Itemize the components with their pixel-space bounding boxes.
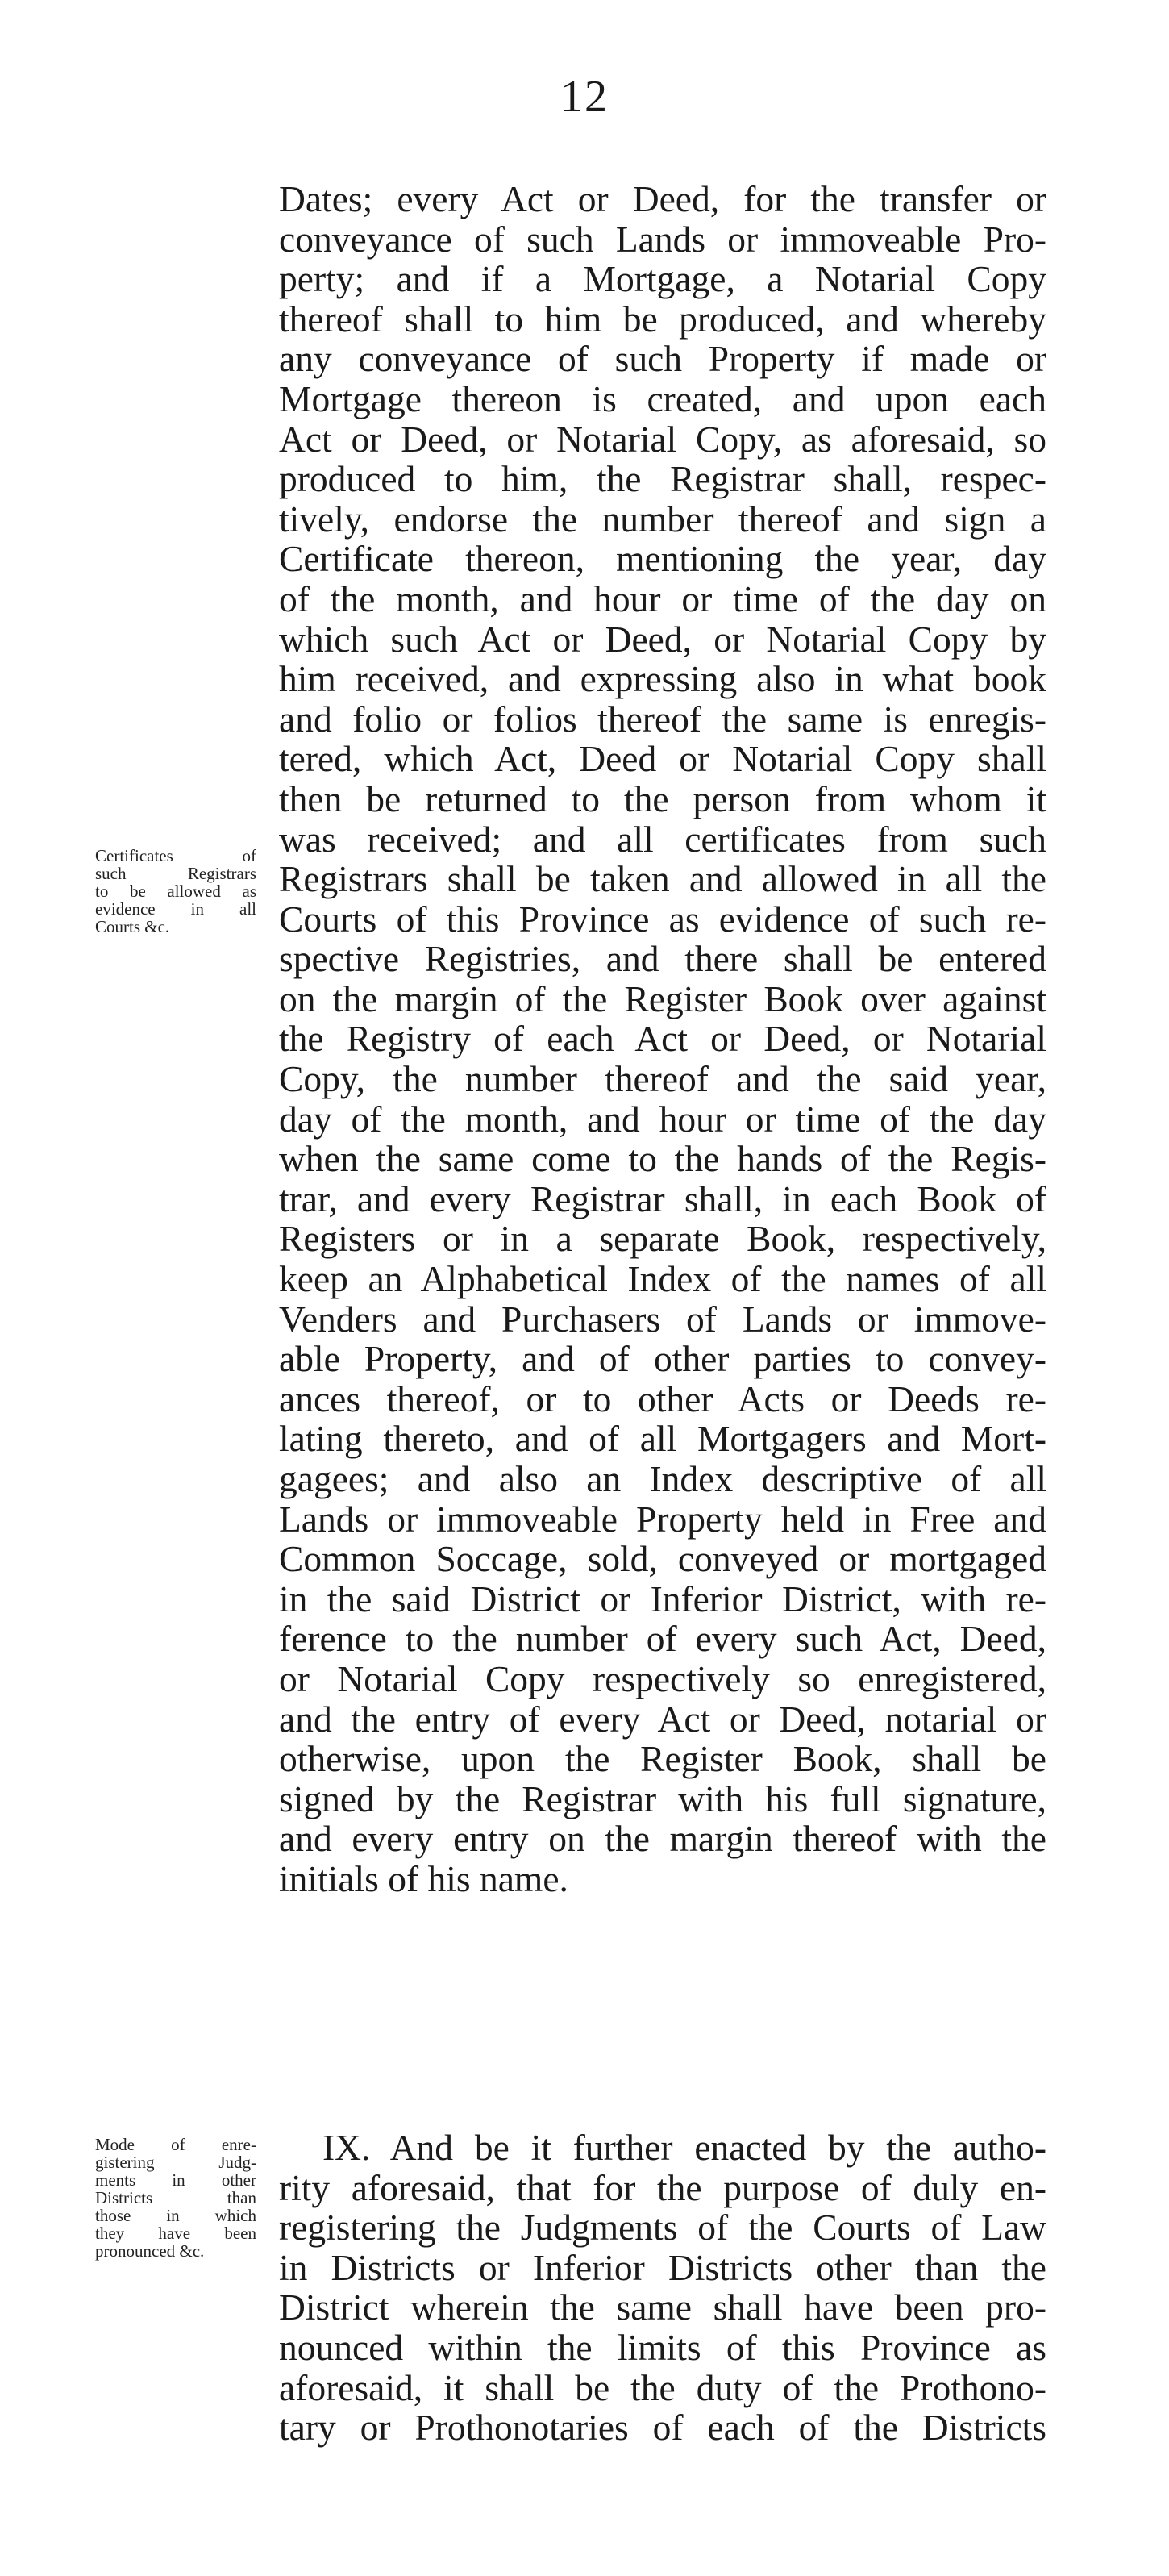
- body-paragraph-1: [279, 179, 1046, 1899]
- body-text-line: able Property, and of other parties to convey-: [279, 1338, 1046, 1380]
- body-text-line: Mortgage thereon is created, and upon each: [279, 377, 1046, 419]
- marginal-note-line: Courts &c.: [95, 917, 170, 936]
- marginal-note-line: evidence in all: [95, 899, 256, 919]
- body-text-line: thereof shall to him be produced, and whereby: [279, 298, 1046, 340]
- body-text-line: spective Registries, and there shall be entered: [279, 938, 1046, 980]
- marginal-note-line: Certificates of: [95, 846, 256, 865]
- body-text-line: registering the Judgments of the Courts of Law: [279, 2207, 1046, 2249]
- body-text-line: IX. And be it further enacted by the autho-: [322, 2127, 1046, 2168]
- body-text-line: aforesaid, it shall be the duty of the Prothono-: [279, 2366, 1046, 2408]
- marginal-note-line: those in which: [95, 2206, 256, 2225]
- body-text-line: was received; and all certificates from such: [279, 818, 1046, 860]
- marginal-note-line: ments in other: [95, 2170, 256, 2190]
- body-text-line: any conveyance of such Property if made or: [279, 338, 1046, 380]
- body-text-line: ances thereof, or to other Acts or Deeds re-: [279, 1378, 1046, 1419]
- body-text-line: and the entry of every Act or Deed, notarial or: [279, 1698, 1046, 1740]
- body-text-line: keep an Alphabetical Index of the names of all: [279, 1258, 1046, 1300]
- marginal-note-line: to be allowed as: [95, 882, 256, 901]
- body-text-line: and every entry on the margin thereof with the: [279, 1818, 1046, 1860]
- body-text-line: tary or Prothonotaries of each of the Districts: [279, 2407, 1046, 2449]
- marginal-note-line: pronounced &c.: [95, 2241, 205, 2261]
- body-text-line: then be returned to the person from whom it: [279, 777, 1046, 819]
- marginal-note-certificates: [95, 847, 256, 936]
- body-text-line: Dates; every Act or Deed, for the transfer or: [279, 178, 1046, 219]
- body-text-line: District wherein the same shall have been pro-: [279, 2286, 1046, 2328]
- body-text-line: produced to him, the Registrar shall, respec-: [279, 458, 1046, 500]
- body-text-line: gagees; and also an Index descriptive of all: [279, 1458, 1046, 1499]
- body-text-line: Courts of this Province as evidence of such re-: [279, 898, 1046, 940]
- body-text-line: the Registry of each Act or Deed, or Notarial: [279, 1018, 1046, 1060]
- marginal-note-line: gistering Judg-: [95, 2153, 256, 2172]
- body-text-line: initials of his name.: [279, 1857, 568, 1899]
- body-text-line: Act or Deed, or Notarial Copy, as aforesaid, so: [279, 418, 1046, 460]
- body-text-line: signed by the Registrar with his full signature,: [279, 1778, 1046, 1819]
- marginal-note-line: such Registrars: [95, 864, 256, 883]
- body-text-line: which such Act or Deed, or Notarial Copy by: [279, 618, 1046, 660]
- body-text-line: or Notarial Copy respectively so enregistered,: [279, 1657, 1046, 1699]
- body-text-line: Registrars shall be taken and allowed in all the: [279, 858, 1046, 900]
- body-text-line: Registers or in a separate Book, respectively,: [279, 1218, 1046, 1260]
- marginal-note-enregistering-judgments: [95, 2136, 256, 2260]
- body-paragraph-2: [279, 2128, 1046, 2448]
- body-text-line: Common Soccage, sold, conveyed or mortgaged: [279, 1538, 1046, 1580]
- body-text-line: Lands or immoveable Property held in Free and: [279, 1498, 1046, 1540]
- body-text-line: when the same come to the hands of the Regis-: [279, 1138, 1046, 1180]
- body-text-line: tively, endorse the number thereof and sign a: [279, 498, 1046, 540]
- body-text-line: Certificate thereon, mentioning the year, day: [279, 538, 1046, 580]
- body-text-line: of the month, and hour or time of the day on: [279, 577, 1046, 619]
- body-text-line: lating thereto, and of all Mortgagers and Mort-: [279, 1418, 1046, 1460]
- marginal-note-line: Districts than: [95, 2188, 256, 2207]
- body-text-line: conveyance of such Lands or immoveable Pro-: [279, 218, 1046, 260]
- body-text-line: ference to the number of every such Act, Deed,: [279, 1618, 1046, 1660]
- body-text-line: rity aforesaid, that for the purpose of duly en-: [279, 2166, 1046, 2208]
- body-text-line: in the said District or Inferior District, with re-: [279, 1578, 1046, 1619]
- body-text-line: him received, and expressing also in what book: [279, 658, 1046, 700]
- body-text-line: in Districts or Inferior Districts other than the: [279, 2246, 1046, 2288]
- body-text-line: nounced within the limits of this Province as: [279, 2326, 1046, 2368]
- body-text-line: trar, and every Registrar shall, in each Book of: [279, 1178, 1046, 1219]
- page-number: 12: [560, 72, 609, 122]
- body-text-line: tered, which Act, Deed or Notarial Copy shall: [279, 738, 1046, 780]
- marginal-note-line: they have been: [95, 2224, 256, 2243]
- marginal-note-line: Mode of enre-: [95, 2135, 256, 2154]
- body-text-line: on the margin of the Register Book over against: [279, 977, 1046, 1019]
- body-text-line: otherwise, upon the Register Book, shall be: [279, 1738, 1046, 1780]
- body-text-line: Copy, the number thereof and the said year,: [279, 1058, 1046, 1100]
- body-text-line: day of the month, and hour or time of the day: [279, 1098, 1046, 1140]
- body-text-line: perty; and if a Mortgage, a Notarial Copy: [279, 258, 1046, 300]
- body-text-line: and folio or folios thereof the same is enregis-: [279, 698, 1046, 740]
- body-text-line: Venders and Purchasers of Lands or immove-: [279, 1298, 1046, 1340]
